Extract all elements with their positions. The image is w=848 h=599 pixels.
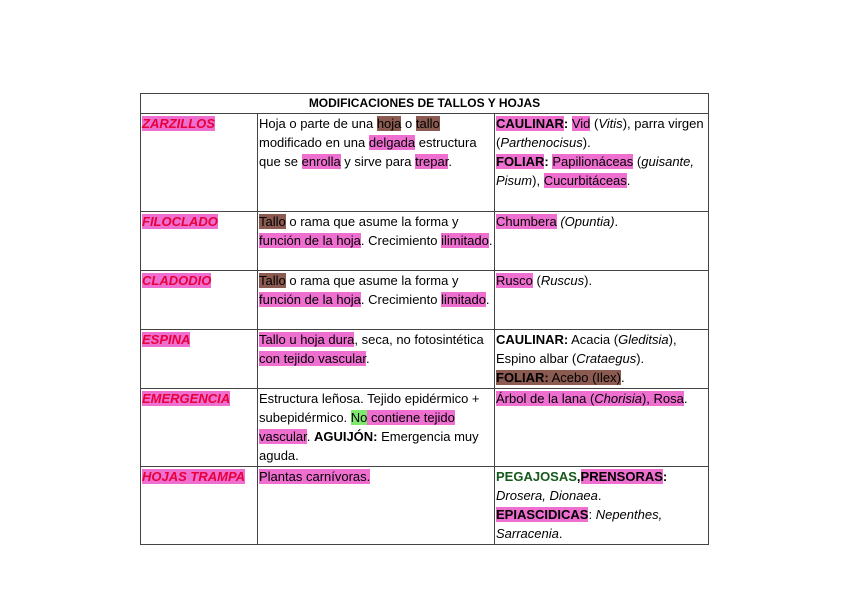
text-run: : [544, 154, 553, 169]
text-run: EPIASCIDICAS [496, 507, 589, 522]
text-run: ), [532, 173, 544, 188]
text-run: o [401, 116, 416, 131]
text-run: AGUIJÓN: [313, 429, 378, 444]
text-run: Plantas carnívoras. [259, 469, 371, 484]
text-run: Árbol de la lana ( [496, 391, 595, 406]
text-run: . [614, 214, 619, 229]
table-row [141, 212, 709, 271]
text-run: con tejido vascular [259, 351, 366, 366]
text-run: trepar [415, 154, 449, 169]
text-run: ( [590, 116, 599, 131]
text-run: o rama que asume la forma y [285, 214, 459, 229]
text-run: (Opuntia) [560, 214, 615, 229]
table-title-row [141, 94, 709, 114]
text-run: función de la hoja [259, 292, 361, 307]
text-run: . [306, 429, 314, 444]
text-run: Cucurbitáceas [543, 173, 627, 188]
text-run: ilimitado [441, 233, 489, 248]
text-run: Ruscus [540, 273, 585, 288]
term-label: FILOCLADO [142, 214, 218, 229]
text-run: PEGAJOSAS [496, 469, 577, 484]
text-run: ), parra virgen ( [496, 116, 704, 150]
description-cell [258, 212, 495, 271]
text-run: ). [584, 273, 593, 288]
text-run: Tallo [259, 214, 286, 229]
term-cell [141, 389, 258, 467]
table-row [141, 389, 709, 467]
text-run: . [597, 488, 602, 503]
text-run: , [576, 469, 581, 484]
text-run: ), Espino albar ( [496, 332, 677, 366]
text-run: o rama que asume la forma y [285, 273, 459, 288]
text-run: delgada [368, 135, 416, 150]
examples-cell [495, 330, 709, 389]
text-run: Hoja o parte de una [259, 116, 377, 131]
text-run: enrolla [301, 154, 341, 169]
table-title: MODIFICACIONES DE TALLOS Y HOJAS [141, 94, 709, 114]
term-label: HOJAS TRAMPA [142, 469, 246, 484]
examples-cell [495, 114, 709, 212]
text-run: FOLIAR [496, 154, 545, 169]
text-run: Rusco [496, 273, 533, 288]
text-run: ( [532, 273, 541, 288]
text-run: función de la hoja [259, 233, 361, 248]
term-label: EMERGENCIA [142, 391, 231, 406]
description-cell [258, 389, 495, 467]
text-run: . Crecimiento [360, 292, 442, 307]
text-run: . [485, 292, 490, 307]
text-run: Acacia ( [568, 332, 619, 347]
text-run: hoja [376, 116, 402, 131]
text-run: . [626, 173, 631, 188]
text-run: limitado [441, 292, 486, 307]
text-run: ( [633, 154, 642, 169]
term-label: ESPINA [142, 332, 191, 347]
description-cell [258, 330, 495, 389]
text-run: Gleditsia [618, 332, 669, 347]
text-run: : [563, 116, 572, 131]
table-row [141, 330, 709, 389]
text-run: Chumbera [496, 214, 557, 229]
text-run: Estructura leñosa. Tejido epidérmico + subepidérmico. [259, 391, 480, 425]
text-run: Vitis [598, 116, 623, 131]
text-run: guisante, Pisum [496, 154, 695, 188]
examples-cell [495, 389, 709, 467]
text-run: Parthenocisus [500, 135, 583, 150]
text-run: : [588, 507, 596, 522]
text-run: . Crecimiento [360, 233, 442, 248]
description-cell [258, 467, 495, 545]
text-run: ). [636, 351, 645, 366]
description-cell [258, 271, 495, 330]
text-run: Tallo u hoja dura [259, 332, 355, 347]
text-run: ). [582, 135, 591, 150]
text-run: Emergencia muy aguda. [259, 429, 479, 463]
text-run: . [558, 526, 563, 541]
text-run: , seca, no fotosintética [354, 332, 484, 347]
examples-cell [495, 467, 709, 545]
term-cell [141, 271, 258, 330]
text-run: Crataegus [576, 351, 637, 366]
text-run: No [350, 410, 368, 425]
text-run: estructura que se [259, 135, 477, 169]
table-row [141, 271, 709, 330]
text-run: ), Rosa [641, 391, 684, 406]
term-cell [141, 114, 258, 212]
text-run: Nepenthes, Sarracenia [496, 507, 663, 541]
examples-cell [495, 271, 709, 330]
text-run: Acebo (Ilex) [548, 370, 621, 385]
text-run: CAULINAR: [496, 332, 569, 347]
term-cell [141, 330, 258, 389]
table-row [141, 467, 709, 545]
text-run: Tallo [259, 273, 286, 288]
text-run: : [662, 469, 668, 484]
text-run: y sirve para [340, 154, 416, 169]
text-run: PRENSORAS [580, 469, 663, 484]
term-cell [141, 467, 258, 545]
text-run: Vid [571, 116, 591, 131]
text-run: Chorisia [594, 391, 642, 406]
text-run: . [365, 351, 370, 366]
term-label: ZARZILLOS [142, 116, 215, 131]
term-label: CLADODIO [142, 273, 212, 288]
text-run: Papilionáceas [552, 154, 634, 169]
term-cell [141, 212, 258, 271]
examples-cell [495, 212, 709, 271]
modifications-table [140, 93, 709, 545]
text-run: CAULINAR [496, 116, 564, 131]
text-run: contiene tejido vascular [259, 410, 455, 444]
text-run: . [448, 154, 452, 169]
text-run: Drosera, Dionaea [496, 488, 598, 503]
text-run: FOLIAR: [496, 370, 549, 385]
text-run: . [620, 370, 625, 385]
text-run: modificado en una [259, 135, 369, 150]
text-run: . [488, 233, 493, 248]
description-cell [258, 114, 495, 212]
text-run: . [683, 391, 688, 406]
text-run: tallo [415, 116, 440, 131]
table-row [141, 114, 709, 212]
